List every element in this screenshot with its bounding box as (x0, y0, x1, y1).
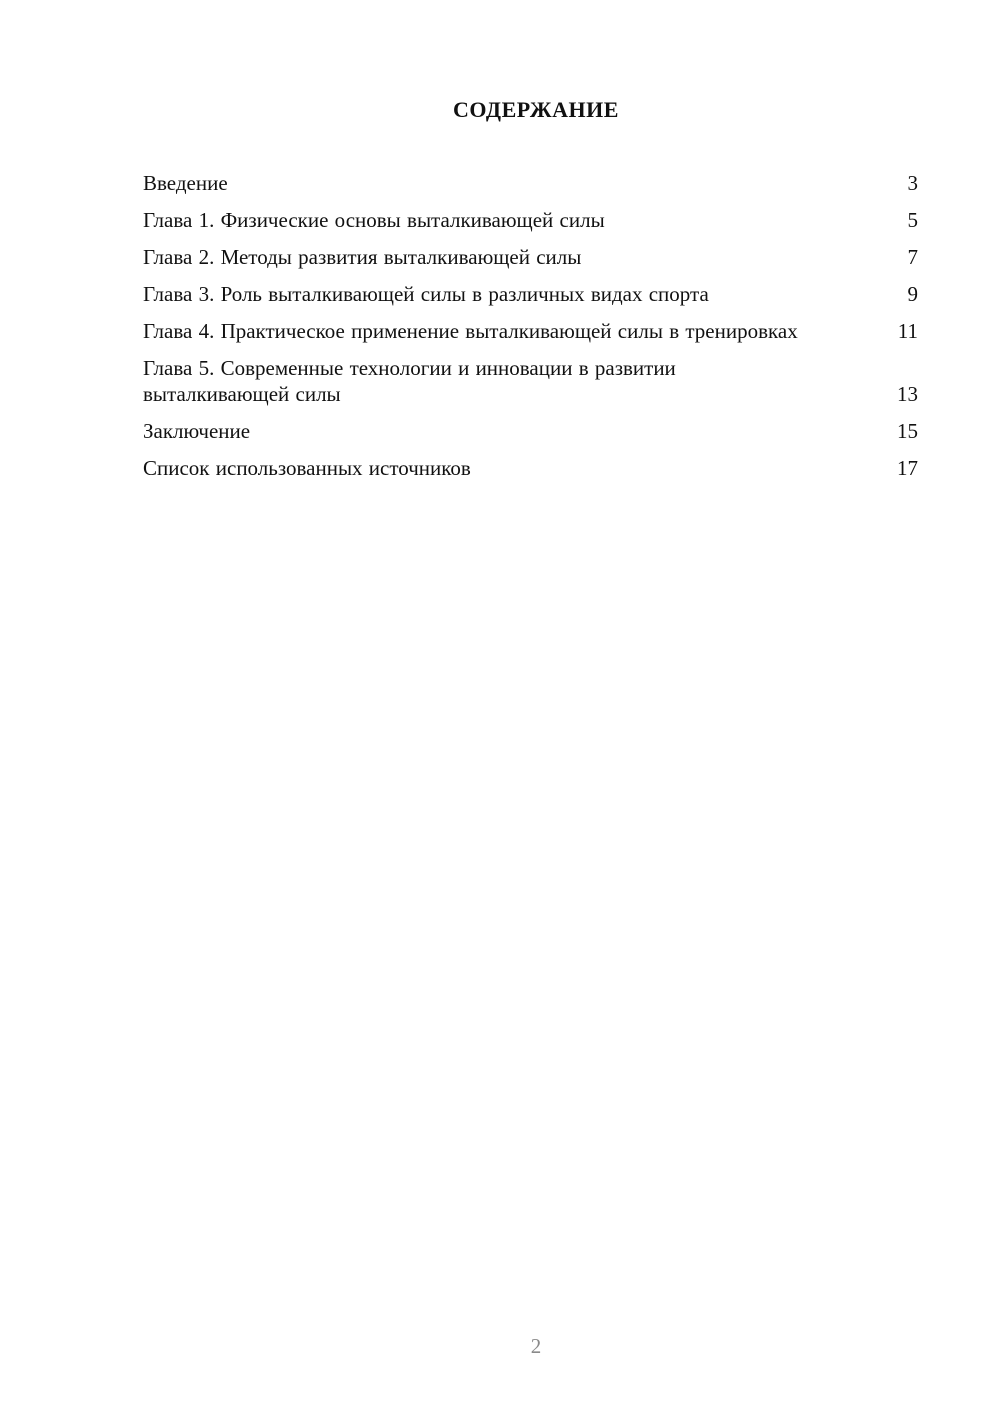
toc-entry-page: 13 (897, 382, 918, 406)
toc-entry-chapter-3[interactable] (143, 281, 918, 307)
toc-entry-page: 11 (897, 319, 918, 343)
toc-entry-conclusion[interactable] (143, 418, 918, 444)
page-number: 2 (530, 1334, 542, 1358)
toc-entry-chapter-5[interactable] (143, 355, 918, 407)
toc-entry-chapter-4[interactable] (143, 318, 918, 344)
table-of-contents (143, 170, 918, 492)
toc-entry-label: Заключение (143, 419, 251, 443)
page-title: СОДЕРЖАНИЕ (453, 97, 619, 122)
toc-entry-label: Список использованных источников (143, 456, 471, 480)
toc-entry-page: 5 (907, 208, 918, 232)
toc-entry-label: Глава 5. Современные технологии и инновации в развитии выталкивающей силы (143, 356, 676, 406)
toc-entry-chapter-1[interactable] (143, 207, 918, 233)
toc-entry-page: 17 (897, 456, 918, 480)
toc-entry-page: 15 (897, 419, 918, 443)
toc-entry-references[interactable] (143, 455, 918, 481)
toc-entry-page: 7 (907, 245, 918, 269)
toc-entry-chapter-2[interactable] (143, 244, 918, 270)
toc-entry-introduction[interactable] (143, 170, 918, 196)
toc-entry-label: Глава 3. Роль выталкивающей силы в различных видах спорта (143, 282, 709, 306)
toc-entry-page: 9 (907, 282, 918, 306)
toc-entry-label: Глава 1. Физические основы выталкивающей силы (143, 208, 605, 232)
toc-entry-page: 3 (907, 171, 918, 195)
toc-entry-label: Введение (143, 171, 228, 195)
toc-entry-label: Глава 2. Методы развития выталкивающей силы (143, 245, 582, 269)
toc-entry-label: Глава 4. Практическое применение выталкивающей силы в тренировках (143, 319, 798, 343)
